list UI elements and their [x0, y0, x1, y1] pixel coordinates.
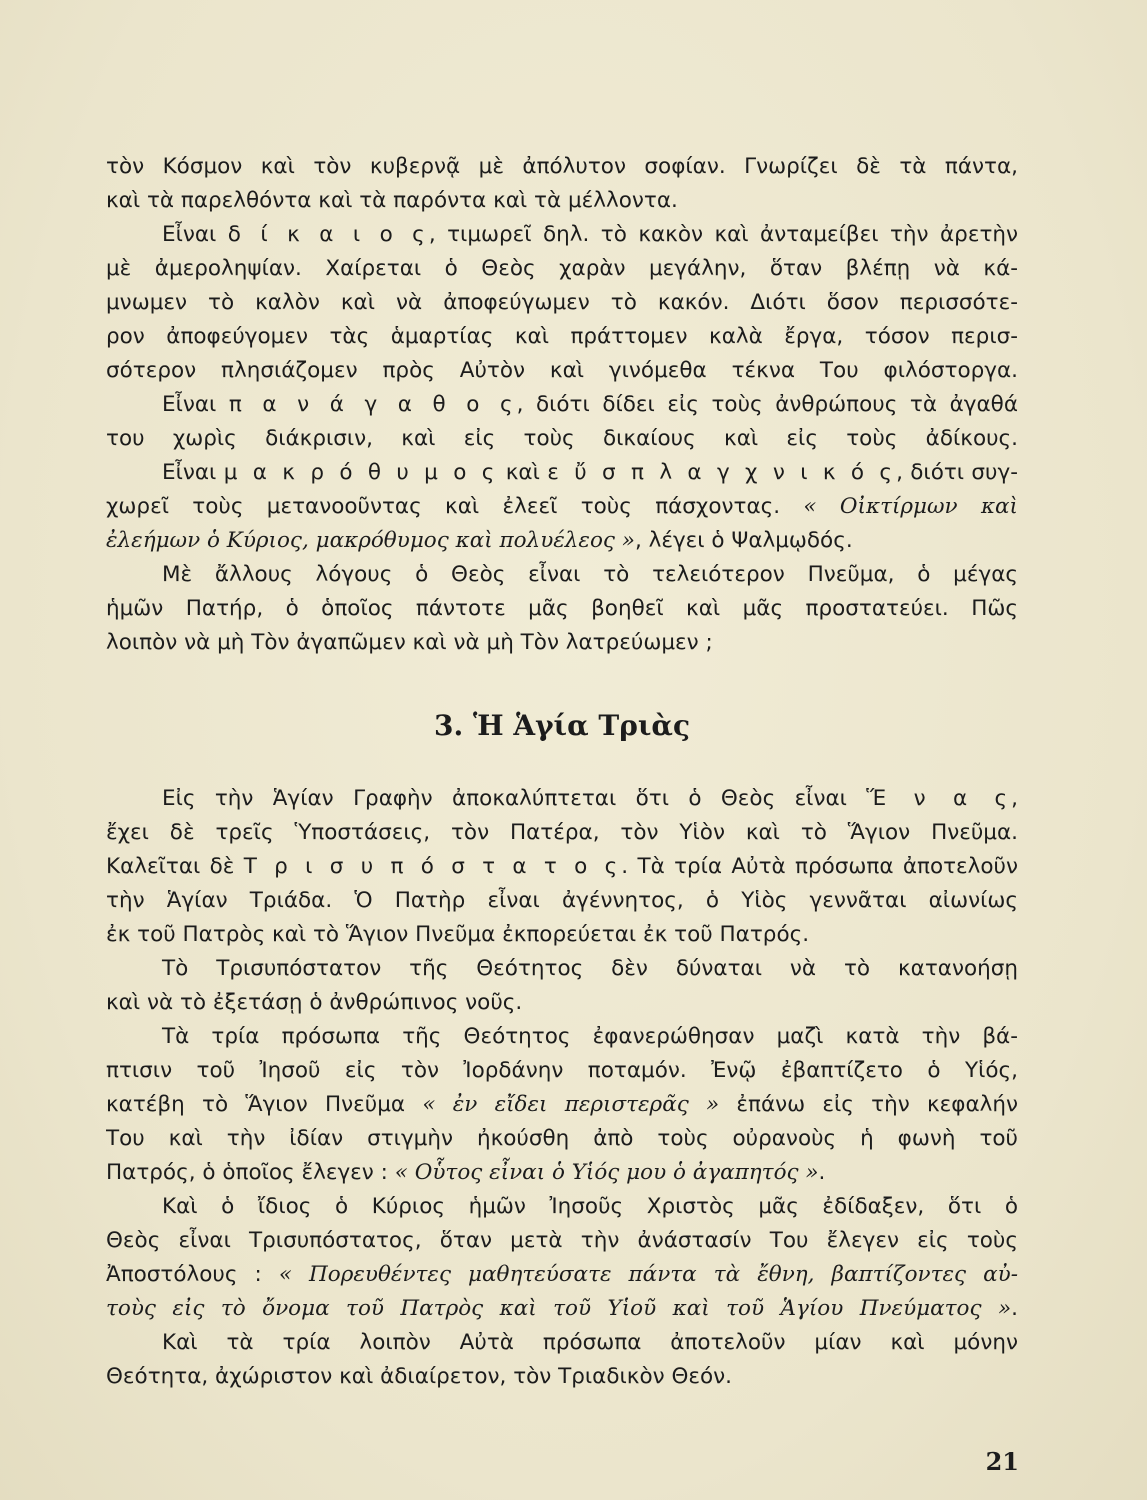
text-fragment: , διότι δίδει εἰς τοὺς ἀνθρώπους τὰ ἀγαθά: [516, 392, 1018, 417]
spaced-term: μ α κ ρ ό θ υ μ ο ς: [223, 460, 499, 485]
text-fragment: ἐπάνω εἰς τὴν κεφαλήν: [719, 1092, 1018, 1117]
text-line: πτισιν τοῦ Ἰησοῦ εἰς τὸν Ἰορδάνην ποταμόν. Ἐνῷ ἐβαπτίζετο ὁ Υἱός,: [106, 1058, 1018, 1083]
text-line: λοιπὸν νὰ μὴ Τὸν ἀγαπῶμεν καὶ νὰ μὴ Τὸν λατρεύωμεν ;: [106, 630, 713, 655]
section-god-attributes: [106, 150, 1018, 660]
text-fragment: Ἀποστόλους :: [106, 1262, 279, 1287]
text-line: [106, 1156, 1018, 1190]
text-line: [106, 456, 1018, 490]
psalm-quote: ἐλεήμων ὁ Κύριος, μακρόθυμος καὶ πολυέλεος »: [106, 528, 635, 553]
text-line: Θεὸς εἶναι Τρισυπόστατος, ὅταν μετὰ τὴν ἀνάστασίν Του ἔλεγεν εἰς τοὺς: [106, 1228, 1018, 1253]
text-line: Καὶ τὰ τρία λοιπὸν Αὐτὰ πρόσωπα ἀποτελοῦν μίαν καὶ μόνην: [162, 1330, 1018, 1355]
text-fragment: χωρεῖ τοὺς μετανοοῦντας καὶ ἐλεεῖ τοὺς πάσχοντας.: [106, 494, 804, 519]
text-line: Μὲ ἄλλους λόγους ὁ Θεὸς εἶναι τὸ τελειότερον Πνεῦμα, ὁ μέγας: [162, 562, 1018, 587]
text-fragment: Καλεῖται δὲ: [106, 854, 244, 879]
gospel-quote: « ἐν εἴδει περιστερᾶς »: [422, 1092, 720, 1117]
text-fragment: , λέγει ὁ Ψαλμῳδός.: [634, 528, 853, 553]
text-line: τὸν Κόσμον καὶ τὸν κυβερνᾷ μὲ ἀπόλυτον σοφίαν. Γνωρίζει δὲ τὰ πάντα,: [106, 154, 1018, 179]
text-line: [106, 850, 1018, 884]
text-line: μνωμεν τὸ καλὸν καὶ νὰ ἀποφεύγωμεν τὸ κακόν. Διότι ὅσον περισσότε-: [106, 290, 1018, 315]
gospel-quote: « Οὗτος εἶναι ὁ Υἱός μου ὁ ἀγαπητός »: [394, 1160, 819, 1185]
gospel-quote: τοὺς εἰς τὸ ὄνομα τοῦ Πατρὸς καὶ τοῦ Υἱοῦ καὶ τοῦ Ἁγίου Πνεύματος »: [106, 1296, 1012, 1321]
text-line: σότερον πλησιάζομεν πρὸς Αὐτὸν καὶ γινόμεθα τέκνα Του φιλόστοργα.: [106, 358, 1018, 383]
text-line: Καὶ ὁ ἴδιος ὁ Κύριος ἡμῶν Ἰησοῦς Χριστὸς μᾶς ἐδίδαξεν, ὅτι ὁ: [162, 1194, 1018, 1219]
text-line: [106, 1258, 1018, 1292]
text-fragment: καὶ: [498, 460, 548, 485]
section-heading: 3. Ἡ Ἁγία Τριὰς: [433, 709, 691, 742]
text-line: [106, 1292, 1018, 1326]
text-line: Τὰ τρία πρόσωπα τῆς Θεότητος ἐφανερώθησαν μαζὶ κατὰ τὴν βά-: [162, 1024, 1018, 1049]
text-line: ἔχει δὲ τρεῖς Ὑποστάσεις, τὸν Πατέρα, τὸν Υἱὸν καὶ τὸ Ἅγιον Πνεῦμα.: [106, 820, 1018, 845]
text-fragment: Εἶναι: [162, 222, 228, 247]
text-line: [106, 782, 1018, 816]
text-line: ρον ἀποφεύγομεν τὰς ἁμαρτίας καὶ πράττομεν καλὰ ἔργα, τόσον περισ-: [106, 324, 1018, 349]
spaced-term: Ἕ ν α ς: [866, 786, 1012, 811]
gospel-quote: « Πορευθέντες μαθητεύσατε πάντα τὰ ἔθνη, βαπτίζοντες αὐ-: [278, 1262, 1018, 1287]
text-fragment: , διότι συγ-: [896, 460, 1018, 485]
section-holy-trinity: [106, 782, 1018, 1394]
page-number: 21: [985, 1447, 1019, 1476]
text-line: καὶ τὰ παρελθόντα καὶ τὰ παρόντα καὶ τὰ μέλλοντα.: [106, 188, 678, 213]
text-fragment: .: [1011, 1296, 1018, 1321]
text-line: τὴν Ἁγίαν Τριάδα. Ὁ Πατὴρ εἶναι ἀγέννητος, ὁ Υἱὸς γεννᾶται αἰωνίως: [106, 888, 1018, 913]
text-line: ἐκ τοῦ Πατρὸς καὶ τὸ Ἅγιον Πνεῦμα ἐκπορεύεται ἐκ τοῦ Πατρός.: [106, 922, 810, 947]
spaced-term: Τ ρ ι σ υ π ό σ τ α τ ο ς: [243, 854, 622, 879]
text-line: καὶ νὰ τὸ ἐξετάσῃ ὁ ἀνθρώπινος νοῦς.: [106, 990, 523, 1015]
text-line: μὲ ἀμεροληψίαν. Χαίρεται ὁ Θεὸς χαρὰν μεγάλην, ὅταν βλέπῃ νὰ κά-: [106, 256, 1018, 281]
text-line: [106, 218, 1018, 252]
text-fragment: κατέβη τὸ Ἅγιον Πνεῦμα: [106, 1092, 423, 1117]
text-fragment: Εἶναι: [162, 460, 224, 485]
text-line: [106, 490, 1018, 524]
spaced-term: ε ὔ σ π λ α γ χ ν ι κ ό ς: [547, 460, 897, 485]
text-fragment: Εἰς τὴν Ἁγίαν Γραφὴν ἀποκαλύπτεται ὅτι ὁ Θεὸς εἶναι: [162, 786, 867, 811]
text-fragment: .: [818, 1160, 826, 1185]
spaced-term: π α ν ά γ α θ ο ς: [228, 392, 517, 417]
text-fragment: Πατρός, ὁ ὁποῖος ἔλεγεν :: [106, 1160, 395, 1185]
psalm-quote: « Οἰκτίρμων καὶ: [803, 494, 1018, 519]
text-line: Θεότητα, ἀχώριστον καὶ ἀδιαίρετον, τὸν Τριαδικὸν Θεόν.: [106, 1364, 732, 1389]
spaced-term: δ ί κ α ι ο ς: [227, 222, 429, 247]
text-line: [106, 388, 1018, 422]
text-line: Του καὶ τὴν ἰδίαν στιγμὴν ἠκούσθη ἀπὸ τοὺς οὐρανοὺς ἡ φωνὴ τοῦ: [106, 1126, 1018, 1151]
text-line: Τὸ Τρισυπόστατον τῆς Θεότητος δὲν δύναται νὰ τὸ κατανοήσῃ: [162, 956, 1018, 981]
text-line: [106, 1088, 1018, 1122]
text-fragment: ,: [1011, 786, 1018, 811]
text-fragment: Εἶναι: [162, 392, 229, 417]
text-fragment: , τιμωρεῖ δηλ. τὸ κακὸν καὶ ἀνταμείβει τὴν ἀρετὴν: [428, 222, 1018, 247]
text-line: του χωρὶς διάκρισιν, καὶ εἰς τοὺς δικαίους καὶ εἰς τοὺς ἀδίκους.: [106, 426, 1018, 451]
text-line: ἡμῶν Πατήρ, ὁ ὁποῖος πάντοτε μᾶς βοηθεῖ καὶ μᾶς προστατεύει. Πῶς: [106, 596, 1018, 621]
text-fragment: . Τὰ τρία Αὐτὰ πρόσωπα ἀποτελοῦν: [621, 854, 1018, 879]
text-line: [106, 524, 1018, 558]
